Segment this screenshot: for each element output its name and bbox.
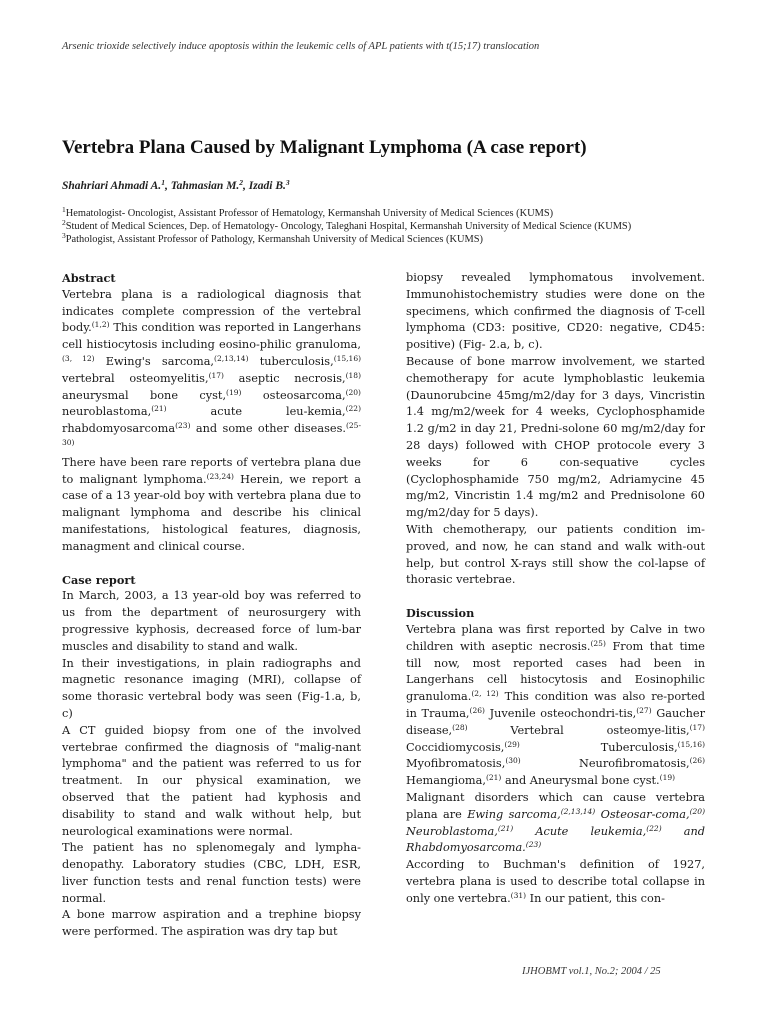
text: aseptic necrosis, <box>223 371 346 385</box>
text: aneurysmal bone cyst, <box>62 388 227 402</box>
citation: (2,13,14) <box>560 806 596 816</box>
citation: (26) <box>469 705 485 715</box>
left-column <box>62 270 361 941</box>
citation: (25-30) <box>62 421 361 447</box>
discussion-heading: Discussion <box>406 606 475 621</box>
right-column <box>406 270 705 907</box>
citation: (21) <box>151 404 167 414</box>
citation: (23) <box>525 840 542 850</box>
text: There have been rare reports of vertebra plana due to malignant lymphoma. <box>62 455 361 486</box>
spacer <box>406 589 705 605</box>
citation: (21) <box>485 773 502 783</box>
italic-text: Osteosar-coma, <box>595 807 690 821</box>
text: Ewing's sarcoma, <box>94 354 215 368</box>
text: Malignant disorders which can cause vertebra plana are <box>406 790 705 821</box>
author-1-affil: 1 <box>161 178 165 187</box>
affiliation-2-text: Student of Medical Sciences, Dep. of Hematology- Oncology, Taleghani Hospital, Kermanshah University of Medical Science (KUMS) <box>65 221 632 232</box>
citation: (18) <box>345 370 362 380</box>
case-paragraph-7: Because of bone marrow involvement, we started chemotherapy for acute lymphoblastic leukemia (Daunorubcine 45mg/m2/day for 3 days, Vincristin 1.4 mg/m2/week for 4 weeks, Cyclophosphamide 1.2 g/m2 in day 21, Predni-solone 60 mg/m2/day for 28 days) followed with CHOP protocole every 3 weeks for 6 con-sequative cycles (Cyclophosphamide 750 mg/m2, Adriamycine 45 mg/m2, Vincristin 1.4 mg/m2 and Prednisolone 60 mg/m2/day for 5 days). <box>406 354 705 520</box>
text: Vertebral osteomye-litis, <box>467 723 690 737</box>
author-2: Tahmasian M. <box>170 180 240 192</box>
text: and Aneurysmal bone cyst. <box>501 774 660 788</box>
author-3: Izadi B. <box>248 180 286 192</box>
author-2-affil: 2 <box>239 178 244 187</box>
citation: (26) <box>689 756 705 766</box>
citation: (20) <box>345 387 361 397</box>
text: Juvenile osteochondri-tis, <box>484 706 637 720</box>
abstract-paragraph-2 <box>62 455 361 556</box>
discussion-paragraph-1 <box>406 622 705 790</box>
text: and some other diseases. <box>190 422 346 436</box>
page-footer: IJHOBMT vol.1, No.2; 2004 / 25 <box>522 966 661 977</box>
citation: (2, 12) <box>471 689 499 699</box>
article-title: Vertebra Plana Caused by Malignant Lymphoma (A case report) <box>62 137 587 158</box>
citation: (22) <box>646 823 662 833</box>
author-3-affil: 3 <box>285 178 290 187</box>
abstract-heading: Abstract <box>62 271 116 285</box>
citation: (29) <box>504 739 520 749</box>
text: vertebral osteomyelitis, <box>62 371 209 385</box>
text: Gaucher disease, <box>406 706 705 737</box>
citation: (15,16) <box>677 739 705 749</box>
citation: (17) <box>208 370 224 380</box>
italic-text: Neuroblastoma, <box>406 824 498 838</box>
text: Vertebra plana is a radiological diagnosis that indicates complete compression of the vertebral body. <box>62 287 361 335</box>
running-header: Arsenic trioxide selectively induce apoptosis within the leukemic cells of APL patients with t(15;17) translocation <box>62 41 540 52</box>
citation: (23) <box>175 421 191 431</box>
italic-text: and Rhabdomyosarcoma. <box>406 824 705 855</box>
affiliation-2-num: 2 <box>62 218 66 227</box>
affiliation-1 <box>62 207 722 220</box>
citation: (3, 12) <box>62 353 95 363</box>
citation: (2,13,14) <box>214 353 249 363</box>
text: In our patient, this con- <box>526 891 665 905</box>
affiliation-3-num: 3 <box>62 231 66 240</box>
author-1: Shahriari Ahmadi A. <box>62 180 162 192</box>
text: Coccidiomycosis, <box>406 740 505 754</box>
text: According to Buchman's definition of 1927, vertebra plana is used to describe total collapse in only one vertebra. <box>406 858 705 905</box>
case-paragraph-3: A CT guided biopsy from one of the involved vertebrae confirmed the diagnosis of "malig-nant lymphoma" and the patient was referred to us for treatment. In our physical examination, we observed that the patient had kyphosis and disability to stand and walk without help, but neurological examinations were normal. <box>62 723 361 838</box>
text: This condition was also re-ported in Trauma, <box>406 690 705 720</box>
citation: (15,16) <box>333 353 362 363</box>
citation: (22) <box>345 404 361 414</box>
abstract-paragraph-1 <box>62 287 361 455</box>
citation: (27) <box>636 705 652 715</box>
text: This condition was reported in Langerhans cell histiocytosis including eosino-philic granuloma, <box>62 321 361 352</box>
citation: (30) <box>505 756 521 766</box>
case-paragraph-8: With chemotherapy, our patients condition im-proved, and now, he can stand and walk with-out help, but control X-rays still show the col-lapse of thorasic vertebrae. <box>406 522 705 587</box>
text: osteosarcoma, <box>241 388 346 402</box>
text: Vertebra plana was first reported by Calve in two children with aseptic necrosis. <box>406 622 705 653</box>
text: acute leu-kemia, <box>166 405 346 419</box>
text: Tuberculosis, <box>519 740 678 754</box>
citation: (19) <box>659 773 676 783</box>
case-paragraph-1: In March, 2003, a 13 year-old boy was referred to us from the department of neurosurgery with progressive kyphosis, decreased force of lum-bar muscles and disability to stand and walk. <box>62 589 361 653</box>
citation: (20) <box>689 806 705 816</box>
discussion-paragraph-3 <box>406 857 705 907</box>
text: Neurofibromatosis, <box>520 757 690 771</box>
case-report-heading: Case report <box>62 572 136 587</box>
spacer <box>62 556 361 572</box>
case-paragraph-6: biopsy revealed lymphomatous involvement. Immunohistochemistry studies were done on the specimens, which confirmed the diagnosis of T-cell lymphoma (CD3: positive, CD20: negative, CD45: positive) (Fig- 2.a, b, c). <box>406 271 705 352</box>
text: rhabdomyosarcoma <box>62 422 176 436</box>
case-paragraph-5: A bone marrow aspiration and a trephine biopsy were performed. The aspiration was dry tap but <box>62 908 361 939</box>
text: neuroblastoma, <box>62 405 152 419</box>
affiliations <box>62 207 722 246</box>
citation: (28) <box>452 722 468 732</box>
affiliation-1-num: 1 <box>62 205 66 214</box>
citation: (17) <box>689 722 705 732</box>
italic-text: Acute leukemia, <box>513 824 647 838</box>
author-list: Shahriari Ahmadi A.$^1$, Tahmasian M.$^2$, Izadi B.$^3$ <box>62 178 290 192</box>
citation: (1,2) <box>91 320 110 330</box>
affiliation-3-text: Pathologist, Assistant Professor of Pathology, Kermanshah University of Medical Sciences (KUMS) <box>65 234 483 245</box>
italic-text: Ewing sarcoma, <box>467 807 561 821</box>
affiliation-1-text: Hematologist- Oncologist, Assistant Professor of Hematology, Kermanshah University of Medical Sciences (KUMS) <box>65 208 554 219</box>
affiliation-3 <box>62 233 722 246</box>
citation: (23,24) <box>206 471 234 481</box>
case-paragraph-2: In their investigations, in plain radiographs and magnetic resonance imaging (MRI), collapse of some thorasic vertebral body was seen (Fig-1.a, b, c) <box>62 656 361 720</box>
text: Herein, we report a case of a 13 year-old boy with vertebra plana due to malignant lymphoma and describe his clinical manifestations, histological features, diagnosis, managment and clinical course. <box>62 472 361 553</box>
text: From that time till now, most reported cases had been in Langerhans cell histocytosis and Eosinophilic granuloma. <box>406 639 705 704</box>
case-paragraph-4: The patient has no splenomegaly and lympha-denopathy. Laboratory studies (CBC, LDH, ESR, liver function tests and renal function tests) were normal. <box>62 841 361 905</box>
text: Hemangioma, <box>406 774 486 788</box>
text: tuberculosis, <box>248 354 334 368</box>
citation: (19) <box>226 387 242 397</box>
text: Myofibromatosis, <box>406 757 506 771</box>
citation: (25) <box>590 638 606 648</box>
citation: (31) <box>510 890 527 900</box>
affiliation-2 <box>62 220 722 233</box>
citation: (21) <box>497 823 514 833</box>
discussion-paragraph-2 <box>406 790 705 857</box>
